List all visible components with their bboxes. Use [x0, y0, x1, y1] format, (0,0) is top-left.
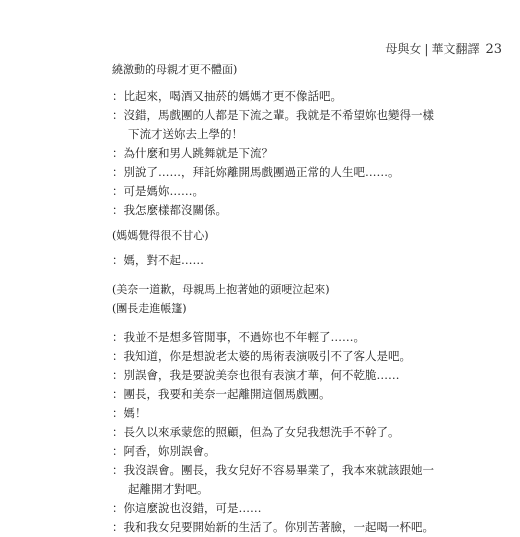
dialogue-line: ：媽！ — [112, 406, 147, 420]
stage-direction: (美奈一道歉，母親馬上抱著她的頭哽泣起來) — [112, 283, 330, 296]
dialogue-line: ：團長，我要和美奈一起離開這個馬戲團。 — [112, 387, 331, 401]
stage-direction: (團長走進帳篷) — [112, 302, 187, 315]
running-header — [0, 40, 502, 57]
script-body — [112, 60, 472, 537]
dialogue-line: ：沒錯，馬戲團的人都是下流之輩。我就是不希望妳也變得一樣 — [112, 108, 434, 122]
dialogue-block — [112, 251, 472, 270]
dialogue-line: ：我和我女兒要開始新的生活了。你別苦著臉，一起喝一杯吧。 — [112, 520, 434, 534]
dialogue-line: ：別誤會，我是要說美奈也很有表演才華，何不乾脆…… — [112, 368, 400, 382]
dialogue-block — [112, 328, 472, 537]
dialogue-line-continuation: 起離開才對吧。 — [128, 482, 209, 496]
dialogue-line: ：阿香，妳別誤會。 — [112, 444, 216, 458]
dialogue-line: ：我並不是想多管閒事，不過妳也不年輕了……。 — [112, 330, 365, 344]
dialogue-line: ：我知道，你是想說老太婆的馬術表演吸引不了客人是吧。 — [112, 349, 411, 363]
dialogue-line: ：為什麼和男人跳舞就是下流？ — [112, 146, 273, 160]
dialogue-line: ：別說了……，拜託妳離開馬戲團過正常的人生吧……。 — [112, 165, 400, 179]
page-number: 23 — [485, 42, 502, 57]
dialogue-line: ：比起來，喝酒又抽菸的媽媽才更不像話吧。 — [112, 89, 342, 103]
stage-direction: 繞激動的母親才更不體面) — [112, 63, 238, 76]
section-name: 華文翻譯 — [431, 42, 480, 56]
dialogue-line: ：可是媽妳……。 — [112, 184, 204, 198]
dialogue-block — [112, 87, 472, 220]
dialogue-line: ：長久以來承蒙您的照顧，但為了女兒我想洗手不幹了。 — [112, 425, 400, 439]
dialogue-line: ：我怎麼樣都沒關係。 — [112, 203, 227, 217]
header-separator: | — [424, 42, 429, 56]
dialogue-line: ：我沒誤會。團長，我女兒好不容易畢業了，我本來就該跟她一 — [112, 463, 434, 477]
stage-direction: (媽媽覺得很不甘心) — [112, 229, 209, 242]
dialogue-line-continuation: 下流才送妳去上學的！ — [128, 127, 243, 141]
dialogue-line: ：媽，對不起…… — [112, 253, 204, 267]
book-title: 母與女 — [385, 42, 422, 56]
dialogue-line: ：你這麼說也沒錯，可是…… — [112, 501, 262, 515]
